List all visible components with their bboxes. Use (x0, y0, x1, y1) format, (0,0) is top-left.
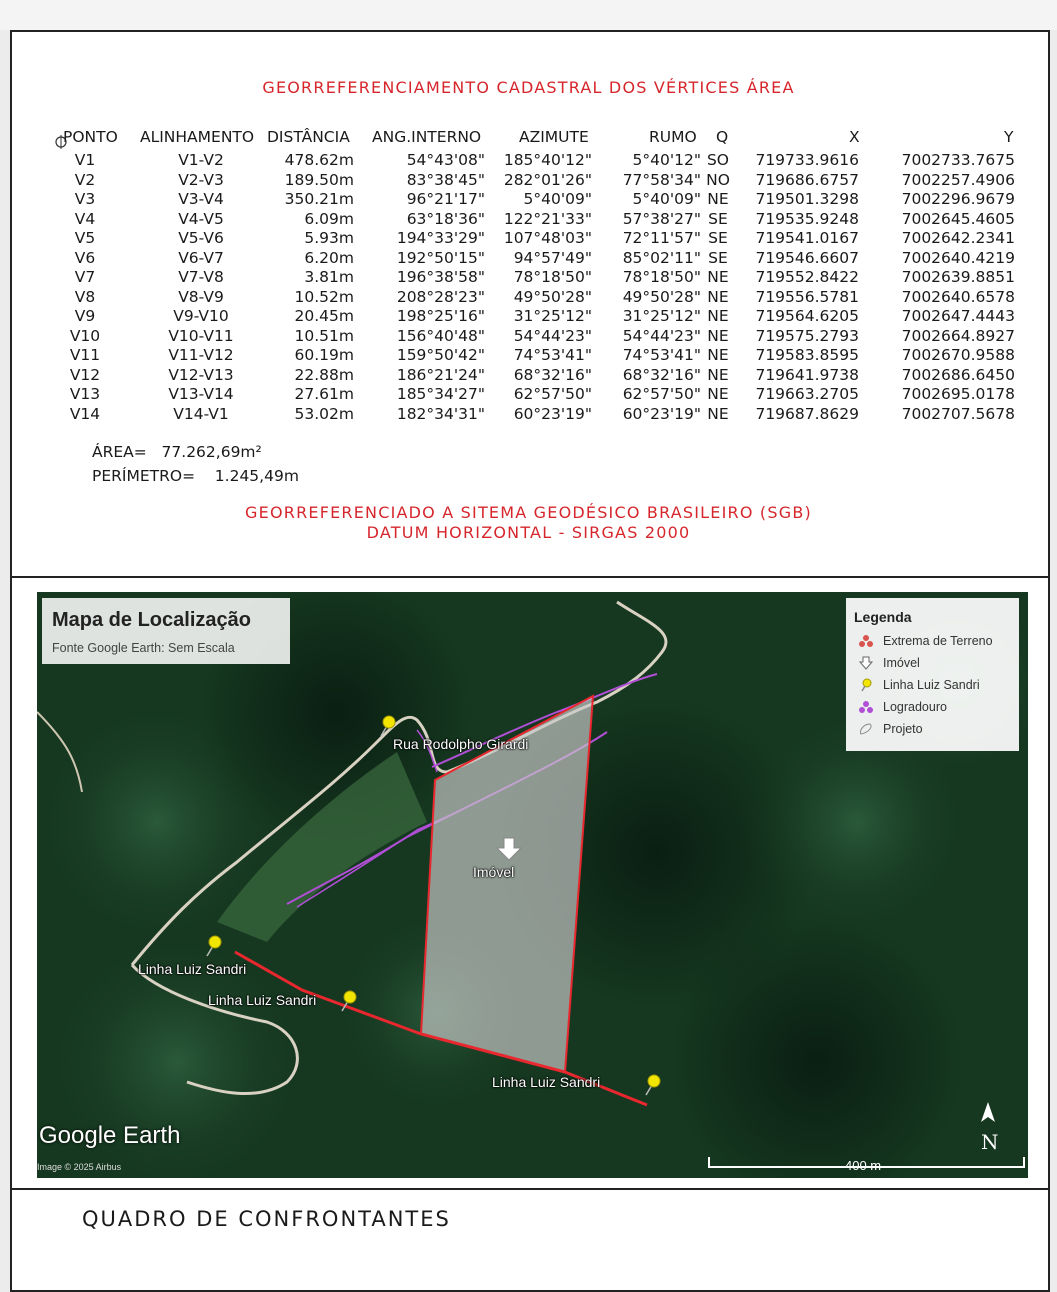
cell-ang-interno: 182°34'31" (396, 404, 485, 423)
cell-distancia: 3.81m (304, 268, 354, 286)
header-y: Y (1004, 128, 1014, 146)
cell-rumo: 49°50'28" (622, 287, 701, 306)
header-azimute: AZIMUTE (519, 128, 589, 146)
cell-x: 719575.2793 (755, 326, 859, 345)
cell-quadrante: SE (708, 229, 728, 247)
cell-y: 7002640.6578 (901, 287, 1015, 306)
scale-label: 400 m (845, 1158, 882, 1173)
cell-distancia: 10.52m (294, 287, 354, 306)
section-divider (10, 1188, 1050, 1190)
map-subtitle: Fonte Google Earth: Sem Escala (52, 641, 235, 655)
cell-alinhamento: V11-V12 (168, 346, 234, 364)
cell-quadrante: NE (707, 346, 729, 364)
cell-distancia: 6.20m (304, 248, 354, 267)
confrontantes-heading: QUADRO DE CONFRONTANTES (82, 1207, 451, 1231)
cell-distancia: 189.50m (284, 170, 354, 189)
cell-rumo: 74°53'41" (622, 346, 701, 364)
cell-y: 7002695.0178 (901, 385, 1015, 403)
header-x: X (849, 128, 860, 146)
cell-rumo: 72°11'57" (622, 229, 701, 247)
cell-rumo: 60°23'19" (622, 404, 701, 423)
cell-y: 7002639.8851 (901, 268, 1015, 286)
cell-y: 7002640.4219 (901, 248, 1015, 267)
cell-y: 7002257.4906 (901, 170, 1015, 189)
cell-azimute: 282°01'26" (503, 170, 592, 189)
north-label: N (981, 1130, 999, 1154)
cell-ponto: V1 (74, 151, 96, 169)
cell-azimute: 49°50'28" (513, 287, 592, 306)
google-earth-watermark: Google Earth (39, 1122, 181, 1149)
cell-x: 719663.2705 (755, 385, 859, 403)
cell-rumo: 5°40'12" (632, 151, 701, 169)
cell-azimute: 107°48'03" (503, 229, 592, 247)
cell-distancia: 6.09m (304, 209, 354, 228)
cell-ponto: V12 (69, 365, 101, 384)
cell-ponto: V14 (69, 404, 101, 423)
cell-y: 7002686.6450 (901, 365, 1015, 384)
header-ang-interno: ANG.INTERNO (372, 128, 482, 146)
cell-distancia: 27.61m (294, 385, 354, 403)
imagery-credit: Image © 2025 Airbus (37, 1162, 122, 1172)
cell-alinhamento: V6-V7 (178, 248, 224, 267)
cell-ponto: V11 (69, 346, 101, 364)
georef-line-2: DATUM HORIZONTAL - SIRGAS 2000 (366, 523, 691, 542)
cell-x: 719686.6757 (755, 170, 859, 189)
cell-alinhamento: V5-V6 (178, 229, 224, 247)
cell-y: 7002670.9588 (901, 346, 1015, 364)
cell-distancia: 10.51m (294, 326, 354, 345)
cell-distancia: 350.21m (284, 190, 354, 208)
cell-ang-interno: 185°34'27" (396, 385, 485, 403)
section-divider (10, 576, 1050, 578)
header-ponto: PONTO (63, 128, 118, 146)
cell-alinhamento: V14-V1 (173, 404, 229, 423)
cell-alinhamento: V9-V10 (173, 307, 229, 325)
cell-x: 719501.3298 (755, 190, 859, 208)
cell-azimute: 74°53'41" (513, 346, 592, 364)
cell-azimute: 54°44'23" (513, 326, 592, 345)
cell-ang-interno: 156°40'48" (396, 326, 485, 345)
cell-rumo: 77°58'34" (622, 170, 701, 189)
cell-quadrante: NE (707, 326, 729, 345)
cell-ponto: V6 (74, 248, 96, 267)
label-linha-luiz-sandri: Linha Luiz Sandri (492, 1074, 601, 1090)
cell-distancia: 478.62m (284, 151, 354, 169)
logradouro-icon (858, 700, 874, 714)
cell-x: 719687.8629 (755, 404, 859, 423)
top-strip (0, 0, 1057, 30)
cell-y: 7002733.7675 (901, 151, 1015, 169)
cell-rumo: 5°40'09" (632, 190, 701, 208)
cell-alinhamento: V1-V2 (178, 151, 224, 169)
cell-ang-interno: 198°25'16" (396, 307, 485, 325)
cell-ponto: V4 (74, 209, 96, 228)
header-q: Q (716, 128, 729, 146)
arrow-down-icon (858, 656, 874, 670)
map-title: Mapa de Localização (52, 609, 251, 631)
cell-alinhamento: V2-V3 (178, 170, 224, 189)
perimeter-summary (92, 467, 299, 485)
cell-y: 7002645.4605 (901, 209, 1015, 228)
cell-rumo: 31°25'12" (622, 307, 701, 325)
cell-quadrante: NE (707, 307, 729, 325)
cell-quadrante: SE (708, 209, 728, 228)
cell-azimute: 185°40'12" (503, 151, 592, 169)
cell-rumo: 78°18'50" (622, 268, 701, 286)
cell-distancia: 53.02m (294, 404, 354, 423)
label-rua-rodolpho-girardi: Rua Rodolpho Girardi (393, 736, 529, 752)
cell-ponto: V8 (74, 287, 96, 306)
cell-azimute: 94°57'49" (513, 248, 592, 267)
cell-distancia: 22.88m (294, 365, 354, 384)
header-rumo: RUMO (649, 128, 697, 146)
perimeter-label: PERÍMETRO= (92, 467, 196, 485)
extrema-icon (858, 634, 874, 648)
legend-item-extrema: Extrema de Terreno (858, 634, 874, 651)
cell-azimute: 31°25'12" (513, 307, 592, 325)
polygon-icon (858, 722, 874, 736)
legend-title: Legenda (854, 609, 912, 625)
cell-quadrante: NE (707, 287, 729, 306)
cell-ang-interno: 159°50'42" (396, 346, 485, 364)
cell-ponto: V9 (74, 307, 96, 325)
cell-x: 719535.9248 (755, 209, 859, 228)
cell-x: 719556.5781 (755, 287, 859, 306)
cell-ang-interno: 96°21'17" (406, 190, 485, 208)
cell-y: 7002664.8927 (901, 326, 1015, 345)
cell-alinhamento: V13-V14 (168, 385, 234, 403)
cell-quadrante: NE (707, 268, 729, 286)
cell-azimute: 62°57'50" (513, 385, 592, 403)
cell-x: 719583.8595 (755, 346, 859, 364)
cell-rumo: 57°38'27" (622, 209, 701, 228)
pushpin-icon (858, 678, 874, 692)
cell-quadrante: NE (707, 404, 729, 423)
cell-ang-interno: 208°28'23" (396, 287, 485, 306)
cell-rumo: 54°44'23" (622, 326, 701, 345)
table-title: GEORREFERENCIAMENTO CADASTRAL DOS VÉRTICES ÁREA (262, 78, 795, 97)
cell-y: 7002647.4443 (901, 307, 1015, 325)
cell-x: 719641.9738 (755, 365, 859, 384)
cell-azimute: 5°40'09" (523, 190, 592, 208)
cell-ponto: V7 (74, 268, 96, 286)
cell-distancia: 5.93m (304, 229, 354, 247)
area-value: 77.262,69m² (161, 443, 262, 461)
cell-alinhamento: V7-V8 (178, 268, 224, 286)
cell-distancia: 60.19m (294, 346, 354, 364)
cell-quadrante: SO (706, 151, 730, 169)
area-summary (92, 443, 262, 461)
cell-quadrante: NE (707, 385, 729, 403)
cell-x: 719546.6607 (755, 248, 859, 267)
cell-ang-interno: 192°50'15" (396, 248, 485, 267)
cell-azimute: 68°32'16" (513, 365, 592, 384)
cell-y: 7002707.5678 (901, 404, 1015, 423)
perimeter-value: 1.245,49m (214, 467, 299, 485)
cell-quadrante: NE (707, 365, 729, 384)
legend-item-projeto: Projeto (858, 722, 874, 739)
legend-item-logradouro: Logradouro (858, 700, 874, 717)
label-linha-luiz-sandri: Linha Luiz Sandri (208, 992, 317, 1008)
cell-ponto: V2 (74, 170, 96, 189)
cell-ponto: V13 (69, 385, 101, 403)
cell-x: 719733.9616 (755, 151, 859, 169)
header-distancia: DISTÂNCIA (267, 128, 350, 146)
cell-ponto: V3 (74, 190, 96, 208)
cell-azimute: 60°23'19" (513, 404, 592, 423)
cell-azimute: 122°21'33" (503, 209, 592, 228)
label-linha-luiz-sandri: Linha Luiz Sandri (138, 961, 247, 977)
cell-ang-interno: 63°18'36" (406, 209, 485, 228)
legend-item-imovel: Imóvel (858, 656, 874, 673)
cell-x: 719564.6205 (755, 307, 859, 325)
cell-y: 7002642.2341 (901, 229, 1015, 247)
header-alinhamento: ALINHAMENTO (140, 128, 255, 146)
cell-quadrante: SE (708, 248, 728, 267)
cell-azimute: 78°18'50" (513, 268, 592, 286)
cell-y: 7002296.9679 (901, 190, 1015, 208)
cell-ponto: V5 (74, 229, 96, 247)
label-imovel: Imóvel (473, 864, 515, 880)
cell-ang-interno: 54°43'08" (406, 151, 485, 169)
cell-alinhamento: V10-V11 (168, 326, 234, 345)
georef-line-1: GEORREFERENCIADO A SITEMA GEODÉSICO BRASILEIRO (SGB) (245, 503, 812, 522)
cell-alinhamento: V3-V4 (178, 190, 224, 208)
cell-alinhamento: V4-V5 (178, 209, 224, 228)
cell-ang-interno: 186°21'24" (396, 365, 485, 384)
cell-rumo: 68°32'16" (622, 365, 701, 384)
cell-ang-interno: 83°38'45" (406, 170, 485, 189)
cell-x: 719541.0167 (755, 229, 859, 247)
cell-ponto: V10 (69, 326, 101, 345)
legend-item-linha: Linha Luiz Sandri (858, 678, 874, 695)
cell-distancia: 20.45m (294, 307, 354, 325)
cell-ang-interno: 196°38'58" (396, 268, 485, 286)
cell-x: 719552.8422 (755, 268, 859, 286)
area-label: ÁREA= (92, 443, 147, 461)
cell-quadrante: NE (707, 190, 729, 208)
cell-rumo: 62°57'50" (622, 385, 701, 403)
cell-alinhamento: V8-V9 (178, 287, 224, 306)
cell-alinhamento: V12-V13 (168, 365, 234, 384)
cell-rumo: 85°02'11" (622, 248, 701, 267)
cell-quadrante: NO (706, 170, 730, 189)
cell-ang-interno: 194°33'29" (396, 229, 485, 247)
